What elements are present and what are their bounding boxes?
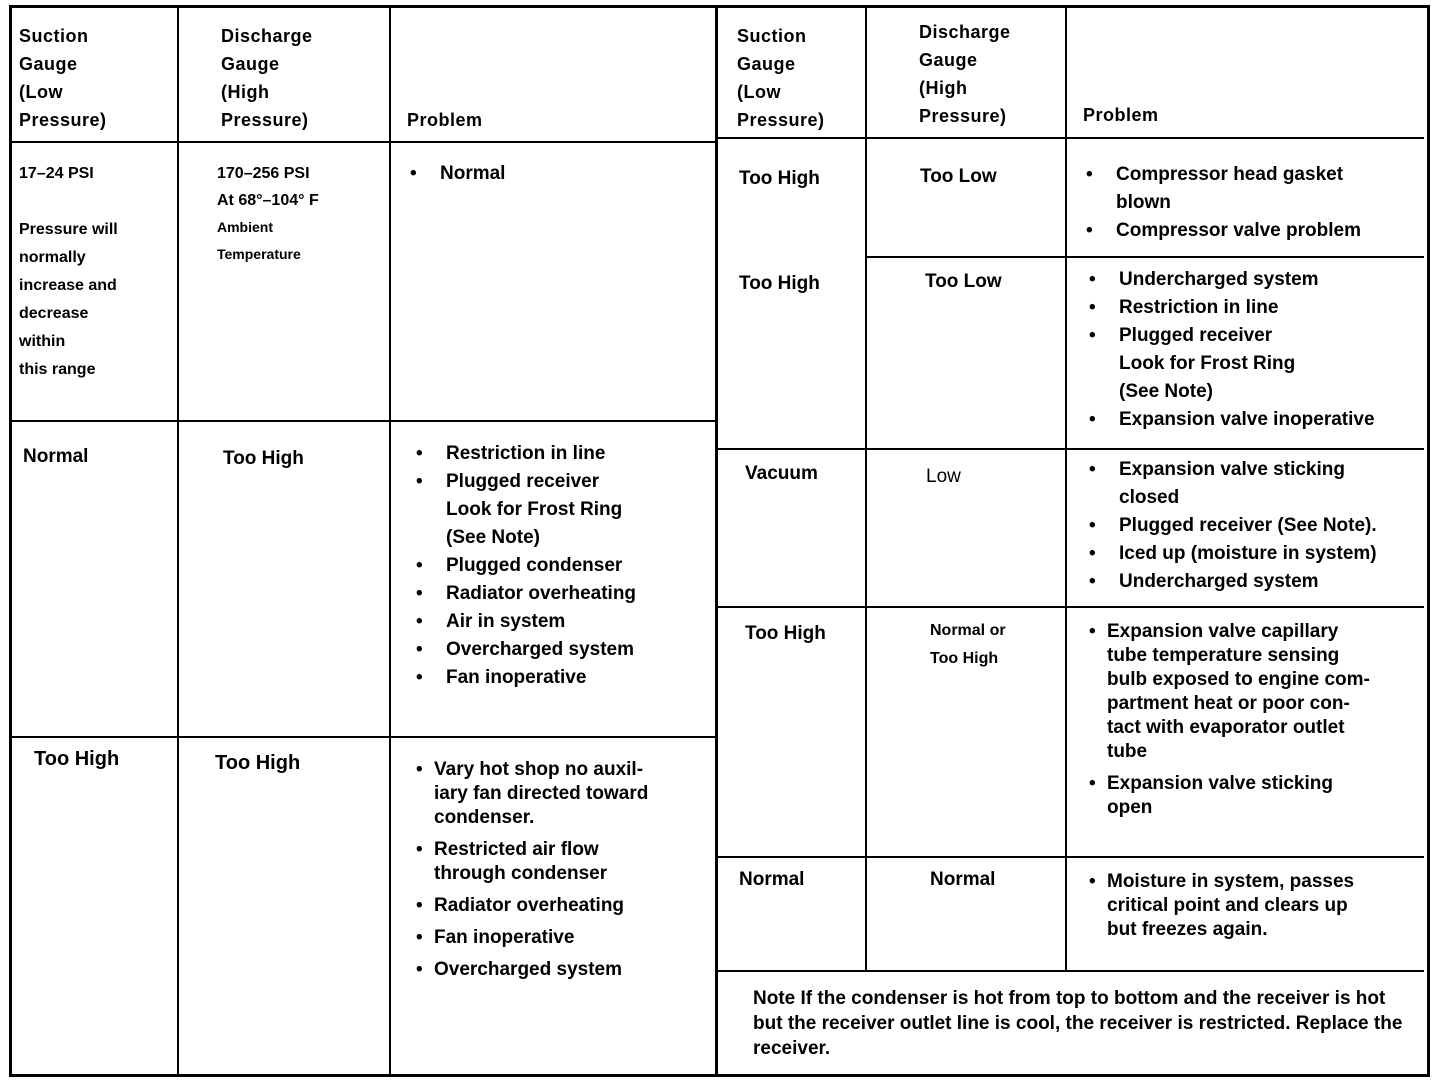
problem-list: [410, 440, 710, 692]
header-line: (Low: [737, 82, 781, 102]
row1-suction: [19, 160, 174, 384]
header-line: Pressure): [19, 110, 107, 130]
row-divider: [715, 448, 1424, 450]
r5-problem: [1085, 870, 1420, 950]
header-problem: Problem: [407, 110, 483, 130]
header-line: Gauge: [221, 54, 280, 74]
problem-item: • Fan inoperative: [410, 664, 710, 692]
row-divider: [12, 736, 715, 738]
col-divider: [865, 8, 867, 970]
problem-item: • Compressor head gasket blown: [1080, 161, 1420, 217]
r3-problem: [1083, 456, 1423, 596]
problem-item: • Plugged receiver Look for Frost Ring (See Note): [410, 468, 710, 552]
receiver-note: [753, 986, 1418, 1061]
problem-item: • Restricted air flow through condenser: [412, 838, 712, 886]
row-divider: [715, 137, 1424, 139]
row-divider: [715, 970, 1424, 972]
row3-problem: [412, 758, 712, 990]
cell-line: Too High: [930, 650, 999, 667]
cell-line: Normal or: [930, 622, 1006, 639]
header-line: Pressure): [737, 110, 825, 130]
problem-item: • Moisture in system, passes critical point and clears up but freezes again.: [1085, 870, 1420, 942]
problem-item: • Plugged receiver Look for Frost Ring (See Note): [1083, 322, 1423, 406]
r2-suction: Too High: [739, 273, 820, 294]
row-divider: [12, 141, 715, 143]
problem-item: • Expansion valve sticking closed: [1083, 456, 1423, 512]
row-divider: [715, 606, 1424, 608]
problem-list: [412, 758, 712, 982]
header-discharge: [221, 22, 381, 134]
problem-item: • Overcharged system: [412, 958, 712, 982]
r5-discharge: Normal: [930, 869, 996, 890]
r2-discharge: Too Low: [925, 271, 1002, 292]
left-table: [12, 8, 715, 1074]
header-line: Gauge: [919, 50, 978, 70]
col-divider: [177, 8, 179, 1074]
row-divider: [865, 256, 1424, 258]
cell-line: Temperature: [217, 246, 301, 262]
row3-discharge: Too High: [215, 752, 301, 774]
r4-discharge: [930, 617, 1006, 673]
problem-list: [1085, 870, 1420, 942]
cell-line: [19, 188, 174, 216]
row-divider: [715, 856, 1424, 858]
row3-suction: Too High: [34, 748, 120, 770]
r4-suction: Too High: [745, 623, 826, 644]
cell-line: At 68°–104° F: [217, 192, 319, 209]
problem-item: • Vary hot shop no auxil- iary fan directed toward condenser.: [412, 758, 712, 830]
header-line: Pressure): [221, 110, 309, 130]
col-divider: [389, 8, 391, 1074]
problem-item: • Expansion valve sticking open: [1085, 772, 1415, 820]
header-line: (Low: [19, 82, 63, 102]
r3-discharge: Low: [926, 466, 961, 487]
row2-suction: Normal: [23, 446, 89, 467]
problem-item: • Restriction in line: [1083, 294, 1423, 322]
cell-line: within: [19, 333, 66, 350]
cell-line: this range: [19, 361, 96, 378]
header-problem: Problem: [1083, 105, 1159, 125]
problem-item: • Undercharged system: [1083, 266, 1423, 294]
problem-list: [1083, 456, 1423, 596]
cell-line: increase and: [19, 277, 117, 294]
problem-item: • Expansion valve capillary tube temperature sensing bulb exposed to engine com- partment heat or poor con- tact with evaporator outlet tube: [1085, 620, 1415, 764]
problem-item: • Normal: [404, 160, 704, 188]
cell-line: Pressure will: [19, 221, 118, 238]
header-line: (High: [919, 78, 968, 98]
header-line: Gauge: [737, 54, 796, 74]
problem-list: [1085, 620, 1415, 820]
note-text: If the condenser is hot from top to bottom and the receiver is hot but the receiver outlet line is cool, the receiver is restricted. Replace the receiver.: [753, 988, 1403, 1059]
r1-problem: [1080, 161, 1420, 245]
header-suction: [19, 22, 169, 134]
header-line: Suction: [737, 26, 807, 46]
problem-item: • Air in system: [410, 608, 710, 636]
row2-problem: [410, 440, 710, 692]
r4-problem: [1085, 620, 1415, 828]
header-line: Suction: [19, 26, 89, 46]
r1-discharge: Too Low: [920, 166, 997, 187]
header-line: Discharge: [221, 26, 313, 46]
cell-line: 170–256 PSI: [217, 165, 310, 182]
row1-problem: [404, 160, 704, 188]
header-line: Discharge: [919, 22, 1011, 42]
header-line: Gauge: [19, 54, 78, 74]
problem-item: • Fan inoperative: [412, 926, 712, 950]
r2-problem: [1083, 266, 1423, 434]
col-divider: [1065, 8, 1067, 970]
problem-item: • Plugged condenser: [410, 552, 710, 580]
problem-item: • Radiator overheating: [410, 580, 710, 608]
row-divider: [12, 420, 715, 422]
note-label: Note: [753, 988, 796, 1009]
cell-line: Ambient: [217, 219, 273, 235]
header-line: Pressure): [919, 106, 1007, 126]
cell-line: normally: [19, 249, 86, 266]
problem-item: • Plugged receiver (See Note).: [1083, 512, 1423, 540]
problem-item: • Iced up (moisture in system): [1083, 540, 1423, 568]
problem-list: [1083, 266, 1423, 434]
problem-item: • Radiator overheating: [412, 894, 712, 918]
r1-suction: Too High: [739, 168, 820, 189]
header-suction: [737, 22, 862, 134]
problem-list: [1080, 161, 1420, 245]
right-table: [715, 8, 1427, 1074]
problem-item: • Undercharged system: [1083, 568, 1423, 596]
header-discharge: [919, 18, 1059, 130]
row2-discharge: Too High: [223, 448, 304, 469]
diagnosis-table: [9, 5, 1430, 1077]
cell-line: decrease: [19, 305, 89, 322]
problem-item: • Restriction in line: [410, 440, 710, 468]
problem-item: • Overcharged system: [410, 636, 710, 664]
r5-suction: Normal: [739, 869, 805, 890]
problem-item: • Expansion valve inoperative: [1083, 406, 1423, 434]
header-line: (High: [221, 82, 270, 102]
problem-item: • Compressor valve problem: [1080, 217, 1420, 245]
r3-suction: Vacuum: [745, 463, 818, 484]
row1-discharge: [217, 160, 387, 268]
cell-line: 17–24 PSI: [19, 165, 94, 182]
